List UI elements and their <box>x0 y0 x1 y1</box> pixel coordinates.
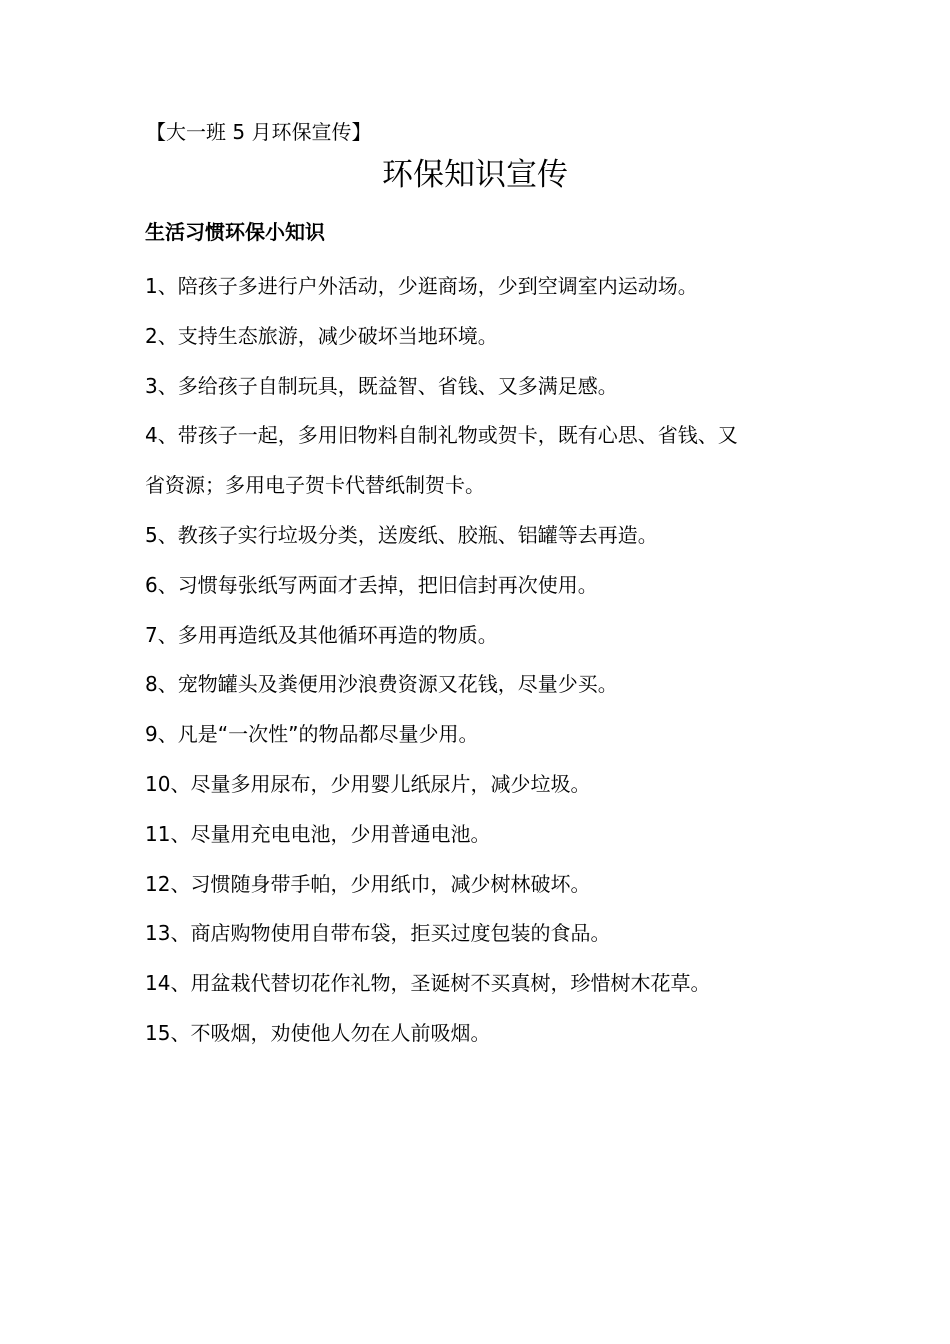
tip-9: 9、凡是“一次性”的物品都尽量少用。 <box>145 722 479 747</box>
tip-5: 5、教孩子实行垃圾分类，送废纸、胶瓶、铝罐等去再造。 <box>145 522 658 547</box>
tip-11: 11、尽量用充电电池，少用普通电池。 <box>145 821 491 846</box>
section-heading: 生活习惯环保小知识 <box>145 220 325 244</box>
tip-10: 10、尽量多用尿布，少用婴儿纸尿片，减少垃圾。 <box>145 771 591 796</box>
tip-8: 8、宠物罐头及粪便用沙浪费资源又花钱，尽量少买。 <box>145 672 618 697</box>
tip-3: 3、多给孩子自制玩具，既益智、省钱、又多满足感。 <box>145 373 618 398</box>
tips-list <box>145 262 825 1059</box>
tip-7: 7、多用再造纸及其他循环再造的物质。 <box>145 622 498 647</box>
tip-4-line-2: 省资源；多用电子贺卡代替纸制贺卡。 <box>145 473 485 498</box>
tip-6: 6、习惯每张纸写两面才丢掉，把旧信封再次使用。 <box>145 572 598 597</box>
tip-13: 13、商店购物使用自带布袋，拒买过度包装的食品。 <box>145 921 611 946</box>
page-title: 环保知识宣传 <box>382 157 568 193</box>
tip-2: 2、支持生态旅游，减少破坏当地环境。 <box>145 323 498 348</box>
tip-14: 14、用盆栽代替切花作礼物，圣诞树不买真树，珍惜树木花草。 <box>145 971 711 996</box>
tip-15: 15、不吸烟，劝使他人勿在人前吸烟。 <box>145 1020 491 1045</box>
tip-12: 12、习惯随身带手帕，少用纸巾，减少树林破坏。 <box>145 871 591 896</box>
class-campaign-tag: 【大一班 5 月环保宣传】 <box>146 120 372 144</box>
tip-1: 1、陪孩子多进行户外活动，少逛商场，少到空调室内运动场。 <box>145 274 698 298</box>
tip-4-line-1: 4、带孩子一起，多用旧物料自制礼物或贺卡，既有心思、省钱、又 <box>145 423 738 448</box>
